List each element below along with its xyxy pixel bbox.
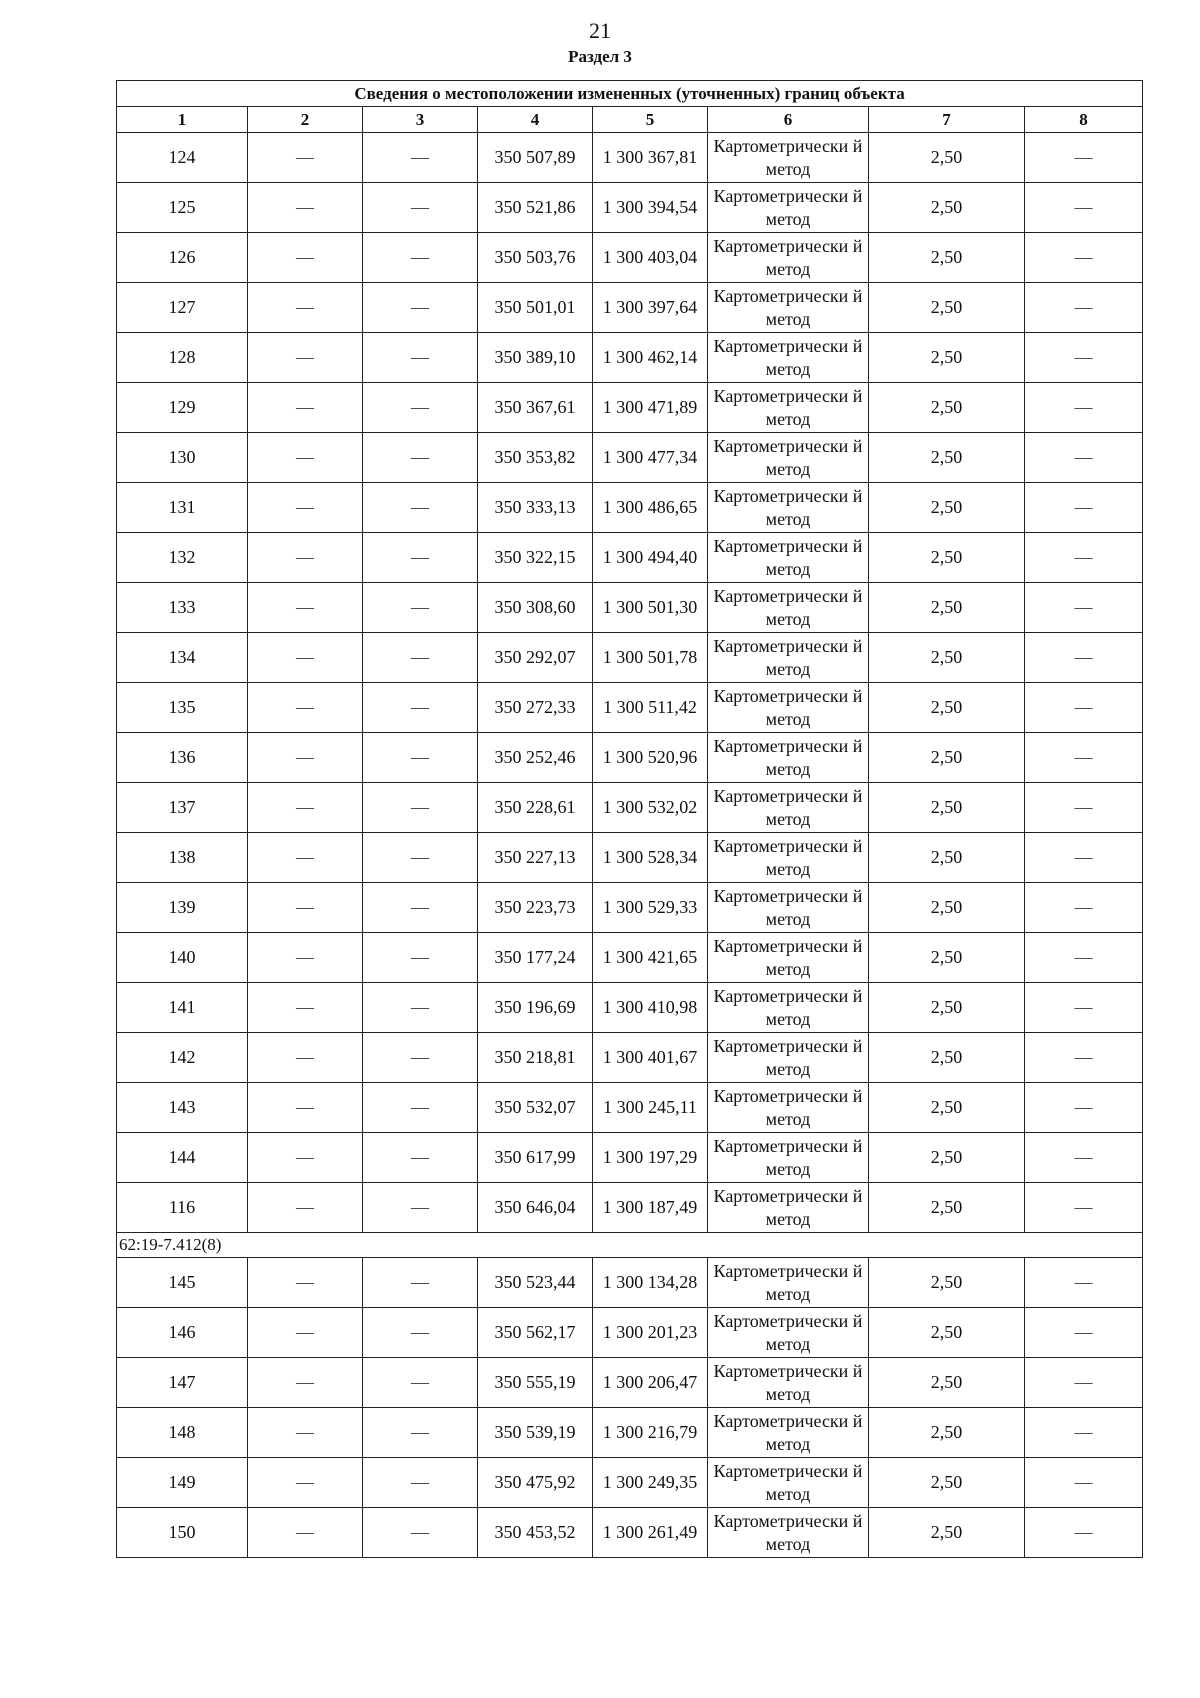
cell: — — [363, 133, 478, 183]
accuracy: 2,50 — [869, 1183, 1025, 1233]
table-row — [117, 933, 1143, 983]
cell: — — [1025, 1358, 1143, 1408]
column-header: 3 — [363, 107, 478, 133]
column-header: 4 — [478, 107, 593, 133]
cell: — — [1025, 583, 1143, 633]
cell: — — [248, 383, 363, 433]
cell: — — [248, 233, 363, 283]
cell: — — [363, 733, 478, 783]
table-row — [117, 633, 1143, 683]
accuracy: 2,50 — [869, 783, 1025, 833]
cell: — — [1025, 733, 1143, 783]
y-coordinate: 1 300 410,98 — [593, 983, 708, 1033]
table-row — [117, 683, 1143, 733]
method: Картометрически й метод — [708, 283, 869, 333]
x-coordinate: 350 353,82 — [478, 433, 593, 483]
table-row — [117, 833, 1143, 883]
y-coordinate: 1 300 397,64 — [593, 283, 708, 333]
cell: — — [1025, 1458, 1143, 1508]
cell: — — [363, 1083, 478, 1133]
accuracy: 2,50 — [869, 1508, 1025, 1558]
x-coordinate: 350 507,89 — [478, 133, 593, 183]
y-coordinate: 1 300 201,23 — [593, 1308, 708, 1358]
accuracy: 2,50 — [869, 1083, 1025, 1133]
cell: — — [363, 1183, 478, 1233]
x-coordinate: 350 562,17 — [478, 1308, 593, 1358]
x-coordinate: 350 646,04 — [478, 1183, 593, 1233]
x-coordinate: 350 196,69 — [478, 983, 593, 1033]
method: Картометрически й метод — [708, 1308, 869, 1358]
x-coordinate: 350 308,60 — [478, 583, 593, 633]
x-coordinate: 350 228,61 — [478, 783, 593, 833]
point-number: 124 — [117, 133, 248, 183]
cell: — — [248, 433, 363, 483]
cell: — — [1025, 983, 1143, 1033]
method: Картометрически й метод — [708, 1408, 869, 1458]
table-row — [117, 983, 1143, 1033]
table-row — [117, 433, 1143, 483]
accuracy: 2,50 — [869, 233, 1025, 283]
cell: — — [363, 433, 478, 483]
x-coordinate: 350 503,76 — [478, 233, 593, 283]
cell: — — [1025, 1083, 1143, 1133]
page-number: 21 — [589, 18, 611, 43]
point-number: 132 — [117, 533, 248, 583]
point-number: 142 — [117, 1033, 248, 1083]
accuracy: 2,50 — [869, 283, 1025, 333]
cell: — — [363, 633, 478, 683]
column-header: 2 — [248, 107, 363, 133]
table-row — [117, 1258, 1143, 1308]
method: Картометрически й метод — [708, 633, 869, 683]
method: Картометрически й метод — [708, 1358, 869, 1408]
y-coordinate: 1 300 403,04 — [593, 233, 708, 283]
cell: — — [1025, 233, 1143, 283]
x-coordinate: 350 292,07 — [478, 633, 593, 683]
table-body — [117, 133, 1143, 1558]
cell: — — [363, 1308, 478, 1358]
x-coordinate: 350 223,73 — [478, 883, 593, 933]
accuracy: 2,50 — [869, 683, 1025, 733]
x-coordinate: 350 218,81 — [478, 1033, 593, 1083]
cell: — — [363, 333, 478, 383]
x-coordinate: 350 475,92 — [478, 1458, 593, 1508]
table-row — [117, 1308, 1143, 1358]
table-row — [117, 483, 1143, 533]
accuracy: 2,50 — [869, 1408, 1025, 1458]
method: Картометрически й метод — [708, 1133, 869, 1183]
y-coordinate: 1 300 501,78 — [593, 633, 708, 683]
column-number-row — [117, 107, 1143, 133]
cell: — — [248, 1358, 363, 1408]
cell: — — [1025, 833, 1143, 883]
cell: — — [1025, 533, 1143, 583]
cell: — — [248, 1458, 363, 1508]
cell: — — [248, 133, 363, 183]
cell: — — [1025, 783, 1143, 833]
point-number: 134 — [117, 633, 248, 683]
cell: — — [248, 1508, 363, 1558]
point-number: 149 — [117, 1458, 248, 1508]
cell: — — [363, 833, 478, 883]
accuracy: 2,50 — [869, 1308, 1025, 1358]
cell: — — [248, 883, 363, 933]
x-coordinate: 350 272,33 — [478, 683, 593, 733]
table-row — [117, 1508, 1143, 1558]
point-number: 147 — [117, 1358, 248, 1408]
y-coordinate: 1 300 245,11 — [593, 1083, 708, 1133]
cell: — — [248, 583, 363, 633]
cell: — — [363, 933, 478, 983]
cell: — — [1025, 283, 1143, 333]
accuracy: 2,50 — [869, 933, 1025, 983]
section-title: Раздел 3 — [568, 47, 632, 66]
group-label-row — [117, 1233, 1143, 1258]
accuracy: 2,50 — [869, 883, 1025, 933]
x-coordinate: 350 333,13 — [478, 483, 593, 533]
y-coordinate: 1 300 520,96 — [593, 733, 708, 783]
accuracy: 2,50 — [869, 1458, 1025, 1508]
cell: — — [363, 983, 478, 1033]
point-number: 145 — [117, 1258, 248, 1308]
method: Картометрически й метод — [708, 683, 869, 733]
column-header: 1 — [117, 107, 248, 133]
table-row — [117, 1408, 1143, 1458]
x-coordinate: 350 389,10 — [478, 333, 593, 383]
accuracy: 2,50 — [869, 183, 1025, 233]
cell: — — [248, 533, 363, 583]
cell: — — [1025, 483, 1143, 533]
cadastral-group-label: 62:19-7.412(8) — [117, 1233, 1143, 1258]
y-coordinate: 1 300 471,89 — [593, 383, 708, 433]
accuracy: 2,50 — [869, 833, 1025, 883]
table-row — [117, 883, 1143, 933]
table-row — [117, 1083, 1143, 1133]
y-coordinate: 1 300 394,54 — [593, 183, 708, 233]
method: Картометрически й метод — [708, 933, 869, 983]
y-coordinate: 1 300 494,40 — [593, 533, 708, 583]
x-coordinate: 350 227,13 — [478, 833, 593, 883]
point-number: 148 — [117, 1408, 248, 1458]
table-row — [117, 133, 1143, 183]
method: Картометрически й метод — [708, 1183, 869, 1233]
point-number: 129 — [117, 383, 248, 433]
accuracy: 2,50 — [869, 333, 1025, 383]
cell: — — [248, 1133, 363, 1183]
accuracy: 2,50 — [869, 1258, 1025, 1308]
cell: — — [1025, 333, 1143, 383]
method: Картометрически й метод — [708, 383, 869, 433]
accuracy: 2,50 — [869, 583, 1025, 633]
x-coordinate: 350 501,01 — [478, 283, 593, 333]
method: Картометрически й метод — [708, 1458, 869, 1508]
y-coordinate: 1 300 511,42 — [593, 683, 708, 733]
point-number: 131 — [117, 483, 248, 533]
x-coordinate: 350 555,19 — [478, 1358, 593, 1408]
y-coordinate: 1 300 216,79 — [593, 1408, 708, 1458]
method: Картометрически й метод — [708, 1258, 869, 1308]
y-coordinate: 1 300 401,67 — [593, 1033, 708, 1083]
method: Картометрически й метод — [708, 233, 869, 283]
column-header: 6 — [708, 107, 869, 133]
table-caption: Сведения о местоположении измененных (уточненных) границ объекта — [117, 81, 1143, 107]
x-coordinate: 350 532,07 — [478, 1083, 593, 1133]
cell: — — [1025, 1033, 1143, 1083]
method: Картометрически й метод — [708, 133, 869, 183]
y-coordinate: 1 300 261,49 — [593, 1508, 708, 1558]
column-header: 5 — [593, 107, 708, 133]
cell: — — [1025, 933, 1143, 983]
method: Картометрически й метод — [708, 783, 869, 833]
cell: — — [1025, 1308, 1143, 1358]
table-row — [117, 1033, 1143, 1083]
point-number: 150 — [117, 1508, 248, 1558]
cell: — — [1025, 1408, 1143, 1458]
accuracy: 2,50 — [869, 133, 1025, 183]
y-coordinate: 1 300 249,35 — [593, 1458, 708, 1508]
accuracy: 2,50 — [869, 433, 1025, 483]
cell: — — [363, 1033, 478, 1083]
cell: — — [1025, 1183, 1143, 1233]
cell: — — [363, 183, 478, 233]
point-number: 139 — [117, 883, 248, 933]
accuracy: 2,50 — [869, 383, 1025, 433]
cell: — — [363, 233, 478, 283]
x-coordinate: 350 367,61 — [478, 383, 593, 433]
y-coordinate: 1 300 528,34 — [593, 833, 708, 883]
cell: — — [248, 1258, 363, 1308]
method: Картометрически й метод — [708, 1083, 869, 1133]
point-number: 130 — [117, 433, 248, 483]
y-coordinate: 1 300 477,34 — [593, 433, 708, 483]
method: Картометрически й метод — [708, 733, 869, 783]
cell: — — [248, 1408, 363, 1458]
accuracy: 2,50 — [869, 483, 1025, 533]
cell: — — [248, 333, 363, 383]
cell: — — [248, 283, 363, 333]
y-coordinate: 1 300 421,65 — [593, 933, 708, 983]
point-number: 137 — [117, 783, 248, 833]
cell: — — [248, 983, 363, 1033]
method: Картометрически й метод — [708, 833, 869, 883]
point-number: 136 — [117, 733, 248, 783]
point-number: 141 — [117, 983, 248, 1033]
y-coordinate: 1 300 529,33 — [593, 883, 708, 933]
cell: — — [363, 1408, 478, 1458]
cell: — — [1025, 183, 1143, 233]
cell: — — [248, 183, 363, 233]
cell: — — [248, 1083, 363, 1133]
cell: — — [363, 1133, 478, 1183]
method: Картометрически й метод — [708, 1508, 869, 1558]
point-number: 128 — [117, 333, 248, 383]
cell: — — [363, 883, 478, 933]
cell: — — [363, 283, 478, 333]
table-row — [117, 1358, 1143, 1408]
cell: — — [363, 783, 478, 833]
y-coordinate: 1 300 197,29 — [593, 1133, 708, 1183]
x-coordinate: 350 322,15 — [478, 533, 593, 583]
cell: — — [248, 833, 363, 883]
method: Картометрически й метод — [708, 1033, 869, 1083]
point-number: 125 — [117, 183, 248, 233]
cell: — — [248, 783, 363, 833]
cell: — — [363, 1458, 478, 1508]
x-coordinate: 350 521,86 — [478, 183, 593, 233]
table-row — [117, 383, 1143, 433]
cell: — — [248, 1033, 363, 1083]
method: Картометрически й метод — [708, 483, 869, 533]
cell: — — [1025, 1133, 1143, 1183]
x-coordinate: 350 539,19 — [478, 1408, 593, 1458]
cell: — — [363, 583, 478, 633]
cell: — — [363, 483, 478, 533]
column-header: 8 — [1025, 107, 1143, 133]
method: Картометрически й метод — [708, 533, 869, 583]
method: Картометрически й метод — [708, 433, 869, 483]
accuracy: 2,50 — [869, 1133, 1025, 1183]
accuracy: 2,50 — [869, 633, 1025, 683]
cell: — — [1025, 883, 1143, 933]
y-coordinate: 1 300 486,65 — [593, 483, 708, 533]
method: Картометрически й метод — [708, 883, 869, 933]
point-number: 135 — [117, 683, 248, 733]
y-coordinate: 1 300 532,02 — [593, 783, 708, 833]
table-row — [117, 1458, 1143, 1508]
method: Картометрически й метод — [708, 333, 869, 383]
x-coordinate: 350 177,24 — [478, 933, 593, 983]
x-coordinate: 350 453,52 — [478, 1508, 593, 1558]
y-coordinate: 1 300 501,30 — [593, 583, 708, 633]
table-row — [117, 533, 1143, 583]
cell: — — [1025, 1508, 1143, 1558]
accuracy: 2,50 — [869, 533, 1025, 583]
cell: — — [248, 633, 363, 683]
accuracy: 2,50 — [869, 1358, 1025, 1408]
column-header: 7 — [869, 107, 1025, 133]
x-coordinate: 350 617,99 — [478, 1133, 593, 1183]
accuracy: 2,50 — [869, 983, 1025, 1033]
point-number: 140 — [117, 933, 248, 983]
cell: — — [248, 483, 363, 533]
cell: — — [1025, 433, 1143, 483]
table-row — [117, 1133, 1143, 1183]
cell: — — [248, 933, 363, 983]
accuracy: 2,50 — [869, 1033, 1025, 1083]
method: Картометрически й метод — [708, 583, 869, 633]
table-row — [117, 283, 1143, 333]
cell: — — [363, 533, 478, 583]
cell: — — [363, 683, 478, 733]
point-number: 126 — [117, 233, 248, 283]
cell: — — [363, 1358, 478, 1408]
method: Картометрически й метод — [708, 183, 869, 233]
point-number: 146 — [117, 1308, 248, 1358]
table-row — [117, 783, 1143, 833]
cell: — — [248, 1308, 363, 1358]
cell: — — [1025, 633, 1143, 683]
y-coordinate: 1 300 462,14 — [593, 333, 708, 383]
y-coordinate: 1 300 367,81 — [593, 133, 708, 183]
x-coordinate: 350 252,46 — [478, 733, 593, 783]
cell: — — [1025, 383, 1143, 433]
cell: — — [1025, 683, 1143, 733]
y-coordinate: 1 300 206,47 — [593, 1358, 708, 1408]
y-coordinate: 1 300 187,49 — [593, 1183, 708, 1233]
cell: — — [1025, 1258, 1143, 1308]
point-number: 138 — [117, 833, 248, 883]
table-row — [117, 1183, 1143, 1233]
table-row — [117, 183, 1143, 233]
table-row — [117, 333, 1143, 383]
y-coordinate: 1 300 134,28 — [593, 1258, 708, 1308]
cell: — — [363, 1258, 478, 1308]
point-number: 116 — [117, 1183, 248, 1233]
point-number: 144 — [117, 1133, 248, 1183]
boundary-coordinates-table — [116, 80, 1143, 1558]
table-row — [117, 583, 1143, 633]
cell: — — [363, 1508, 478, 1558]
cell: — — [1025, 133, 1143, 183]
table-row — [117, 733, 1143, 783]
accuracy: 2,50 — [869, 733, 1025, 783]
cell: — — [363, 383, 478, 433]
table-caption-row — [117, 81, 1143, 107]
point-number: 133 — [117, 583, 248, 633]
point-number: 127 — [117, 283, 248, 333]
table-row — [117, 233, 1143, 283]
method: Картометрически й метод — [708, 983, 869, 1033]
x-coordinate: 350 523,44 — [478, 1258, 593, 1308]
cell: — — [248, 683, 363, 733]
cell: — — [248, 733, 363, 783]
point-number: 143 — [117, 1083, 248, 1133]
cell: — — [248, 1183, 363, 1233]
